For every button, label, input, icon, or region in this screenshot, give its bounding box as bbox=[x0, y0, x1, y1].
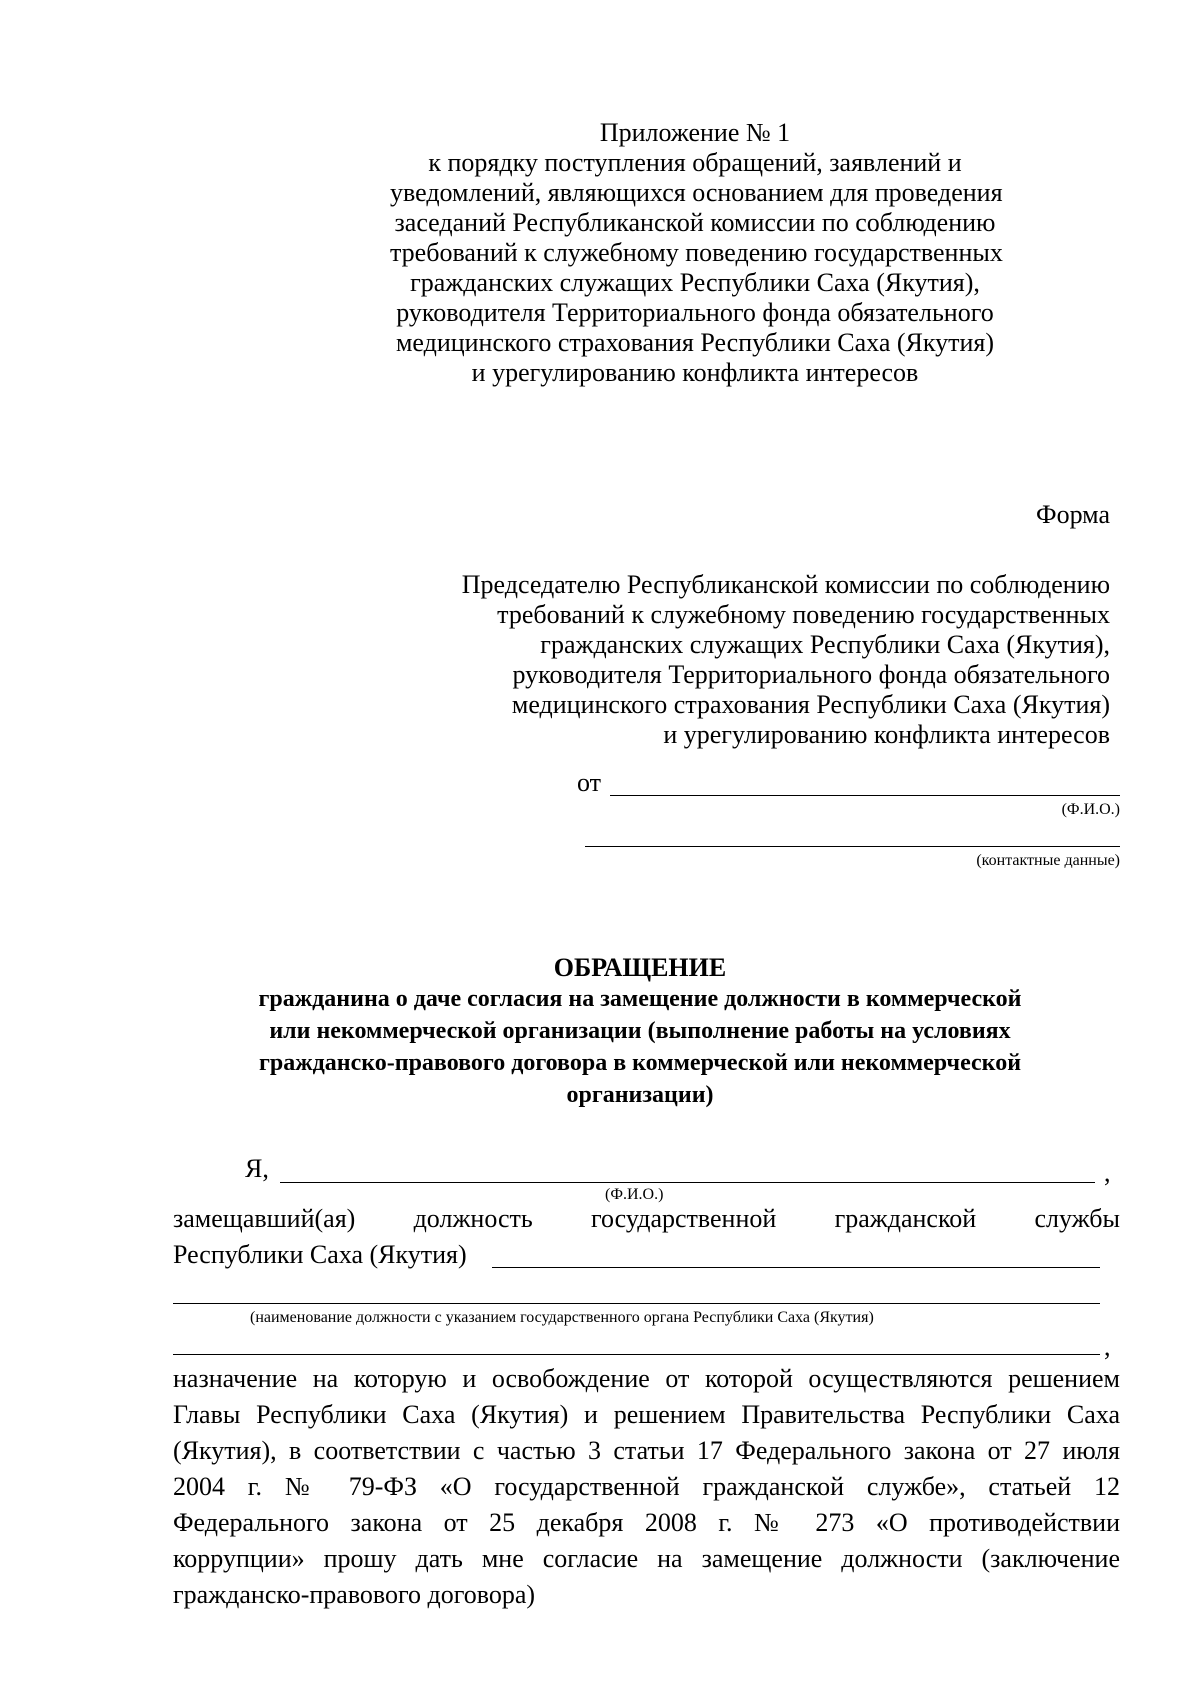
republic-label: Республики Саха (Якутия) bbox=[173, 1240, 467, 1269]
addressee-line: гражданских служащих Республики Саха (Якутия), bbox=[540, 630, 1110, 659]
position-line-1[interactable] bbox=[492, 1267, 1100, 1268]
fio-caption: (Ф.И.О.) bbox=[1061, 801, 1120, 818]
appendix-line: гражданских служащих Республики Саха (Якутия), bbox=[410, 268, 980, 297]
addressee-line: требований к служебному поведению государственных bbox=[497, 600, 1110, 629]
appendix-line: медицинского страхования Республики Саха (Якутия) bbox=[395, 328, 995, 357]
position-caption: (наименование должности с указанием государственного органа Республики Саха (Якутия) bbox=[250, 1309, 874, 1326]
applicant-fio-line[interactable] bbox=[280, 1182, 1095, 1183]
paragraph-line: (Якутия), в соответствии с частью 3 статьи 17 Федерального закона от 27 июля bbox=[173, 1436, 1120, 1465]
i-label: Я, bbox=[245, 1154, 269, 1183]
paragraph-line: назначение на которую и освобождение от которой осуществляются решением bbox=[173, 1364, 1120, 1393]
appendix-line: руководителя Территориального фонда обязательного bbox=[396, 298, 994, 327]
appendix-line: требований к служебному поведению государственных bbox=[390, 238, 1003, 267]
contacts-line[interactable] bbox=[585, 846, 1120, 847]
body-paragraph bbox=[173, 1361, 1120, 1613]
appendix-line: уведомлений, являющихся основанием для проведения bbox=[390, 178, 1003, 207]
form-label: Форма bbox=[1036, 500, 1110, 529]
paragraph-line: 2004 г. № 79-ФЗ «О государственной гражданской службе», статьей 12 bbox=[173, 1472, 1120, 1501]
paragraph-line: гражданско-правового договора) bbox=[173, 1580, 536, 1609]
position-word: замещавший(ая) bbox=[173, 1204, 356, 1233]
position-word: гражданской bbox=[834, 1204, 977, 1233]
fio-line[interactable] bbox=[610, 795, 1120, 796]
paragraph-line: коррупции» прошу дать мне согласие на замещение должности (заключение bbox=[173, 1544, 1120, 1573]
addressee-line: Председателю Республиканской комиссии по соблюдению bbox=[461, 570, 1110, 599]
applicant-fio-caption: (Ф.И.О.) bbox=[605, 1186, 664, 1203]
addressee-line: и урегулированию конфликта интересов bbox=[663, 720, 1110, 749]
position-word: государственной bbox=[591, 1204, 777, 1233]
title-block bbox=[160, 953, 1120, 1111]
position-row bbox=[173, 1204, 1120, 1234]
position-line-2[interactable] bbox=[173, 1303, 1100, 1304]
appendix-title: Приложение № 1 bbox=[599, 118, 791, 147]
addressee-line: медицинского страхования Республики Саха (Якутия) bbox=[511, 690, 1110, 719]
appendix-line: заседаний Республиканской комиссии по соблюдению bbox=[394, 208, 996, 237]
title-subline: или некоммерческой организации (выполнение работы на условиях bbox=[269, 1018, 1011, 1044]
appendix-header bbox=[390, 118, 1003, 388]
paragraph-line: Федерального закона от 25 декабря 2008 г. № 273 «О противодействии bbox=[173, 1508, 1120, 1537]
from-label: от bbox=[577, 768, 602, 797]
addressee-line: руководителя Территориального фонда обязательного bbox=[512, 660, 1110, 689]
title-subline: гражданско-правового договора в коммерческой или некоммерческой bbox=[258, 1050, 1022, 1076]
appendix-line: к порядку поступления обращений, заявлений и bbox=[428, 148, 962, 177]
paragraph-line: Главы Республики Саха (Якутия) и решением Правительства Республики Саха bbox=[173, 1400, 1120, 1429]
addressee-block bbox=[350, 570, 1110, 750]
title-subline: организации) bbox=[566, 1082, 714, 1108]
position-line-3[interactable] bbox=[173, 1354, 1100, 1355]
title-subline: гражданина о даче согласия на замещение должности в коммерческой bbox=[258, 986, 1022, 1012]
appendix-line: и урегулированию конфликта интересов bbox=[471, 358, 919, 387]
position-word: службы bbox=[1034, 1204, 1120, 1233]
contacts-caption: (контактные данные) bbox=[976, 852, 1120, 869]
document-title: ОБРАЩЕНИЕ bbox=[553, 953, 727, 982]
comma: , bbox=[1104, 1332, 1111, 1361]
position-word: должность bbox=[413, 1204, 533, 1233]
comma: , bbox=[1104, 1158, 1111, 1187]
